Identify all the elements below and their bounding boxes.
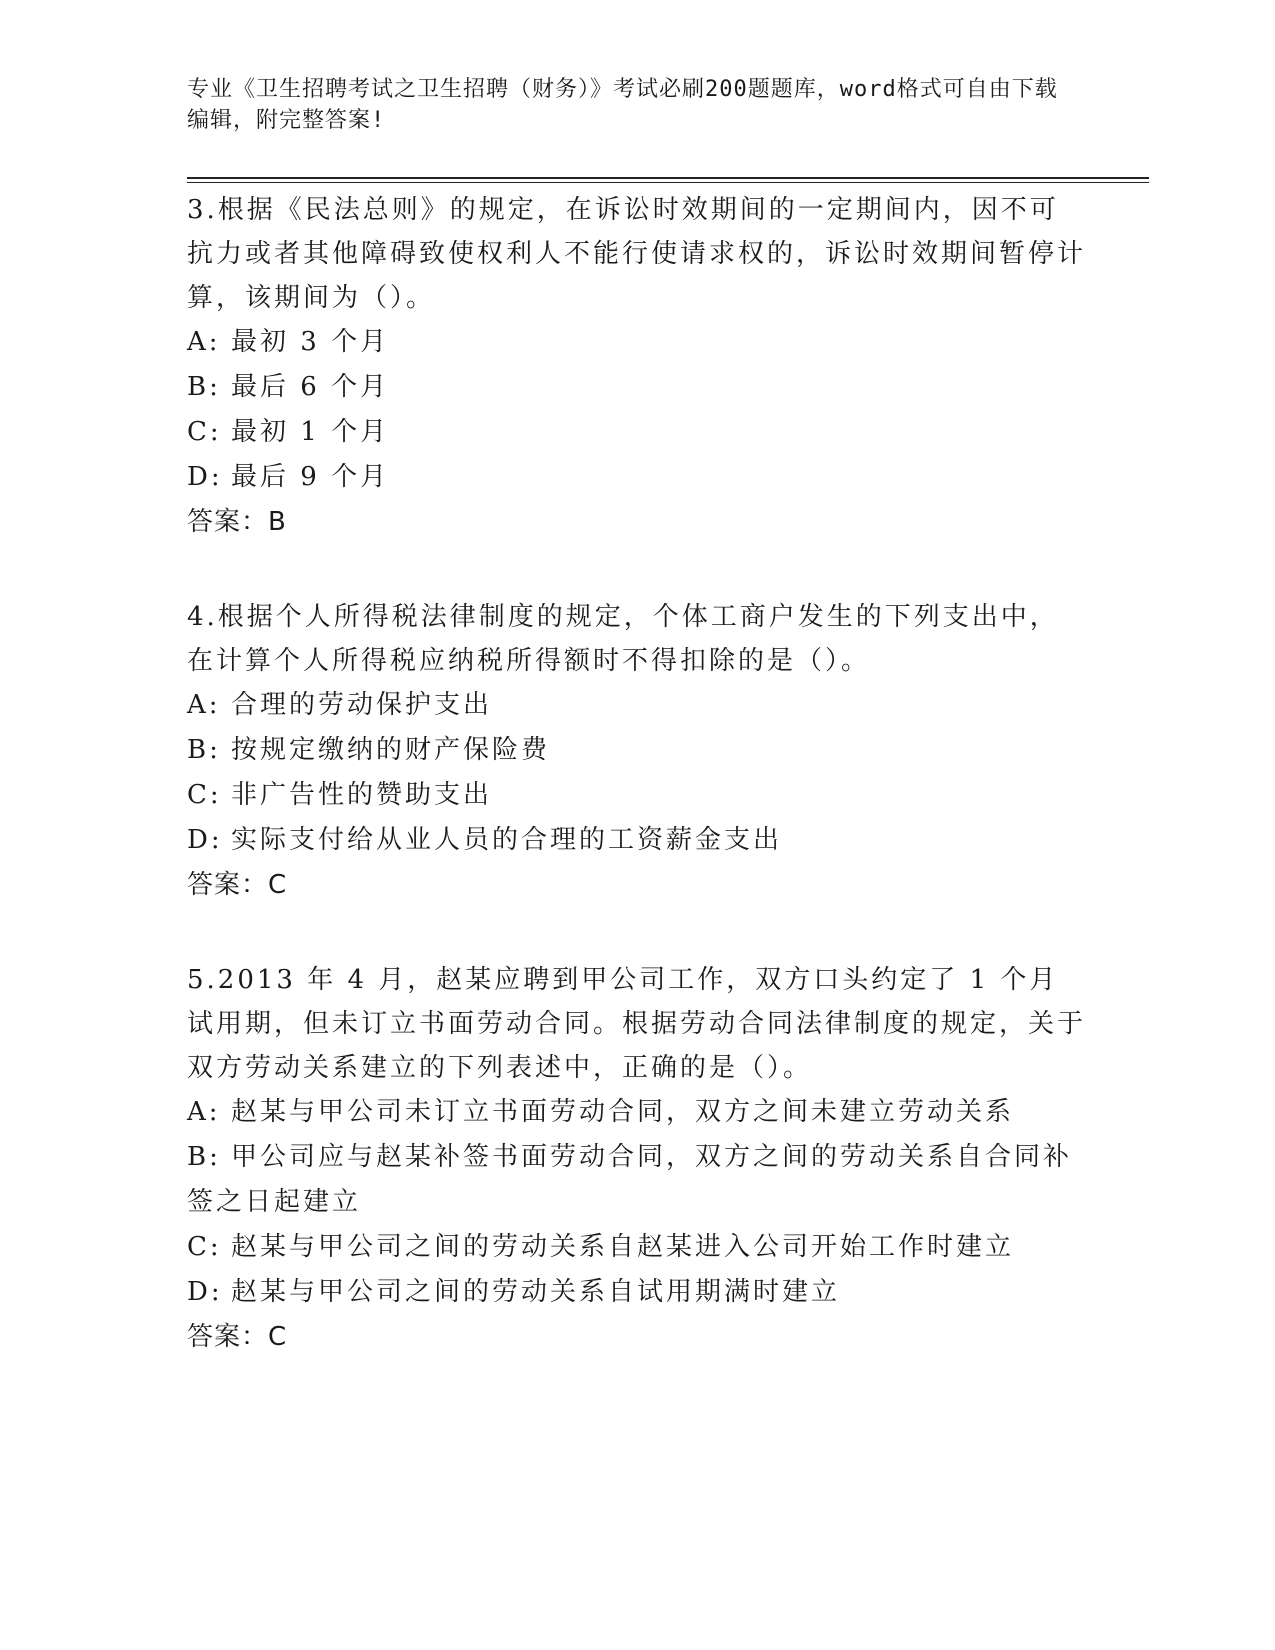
header-note: 专业《卫生招聘考试之卫生招聘（财务）》考试必刷200题题库，word格式可自由下载编辑，附完整答案! — [187, 77, 1058, 133]
question-stem: 4.根据个人所得税法律制度的规定，个体工商户发生的下列支出中，在计算个人所得税应纳税所得额时不得扣除的是（）。 — [187, 602, 1059, 676]
option-b — [187, 728, 1087, 773]
option-a — [187, 1090, 1087, 1135]
option-a — [187, 683, 1087, 728]
answer-line: 答案：C — [187, 1322, 288, 1352]
option-key: C: — [187, 780, 222, 810]
question-item — [187, 958, 1087, 1360]
option-b — [187, 365, 1087, 410]
question-stem: 5.2013 年 4 月，赵某应聘到甲公司工作，双方口头约定了 1 个月试用期，但未订立书面劳动合同。根据劳动合同法律制度的规定，关于双方劳动关系建立的下列表述中，正确的是（）。 — [187, 965, 1087, 1083]
option-text: 赵某与甲公司未订立书面劳动合同，双方之间未建立劳动关系 — [231, 1097, 1015, 1127]
question-list — [187, 188, 1087, 1410]
option-key: D: — [187, 462, 223, 492]
option-text: 合理的劳动保护支出 — [231, 690, 493, 720]
option-a — [187, 320, 1087, 365]
header-divider-thin — [187, 182, 1149, 183]
header-divider-thick — [187, 177, 1149, 179]
option-text: 非广告性的赞助支出 — [231, 780, 493, 810]
option-text: 实际支付给从业人员的合理的工资薪金支出 — [231, 825, 783, 855]
option-d — [187, 818, 1087, 863]
option-text: 甲公司应与赵某补签书面劳动合同，双方之间的劳动关系自合同补签之日起建立 — [187, 1142, 1073, 1217]
question-item — [187, 188, 1087, 545]
option-b — [187, 1135, 1087, 1225]
option-d — [187, 1270, 1087, 1315]
option-key: A: — [187, 327, 221, 357]
option-text: 最初 1 个月 — [231, 417, 390, 447]
option-key: C: — [187, 1232, 222, 1262]
option-key: B: — [187, 372, 221, 402]
option-key: B: — [187, 735, 221, 765]
answer-line: 答案：C — [187, 870, 288, 900]
option-text: 最后 9 个月 — [231, 462, 390, 492]
option-d — [187, 455, 1087, 500]
option-c — [187, 1225, 1087, 1270]
option-text: 最初 3 个月 — [231, 327, 390, 357]
option-c — [187, 410, 1087, 455]
option-key: A: — [187, 690, 221, 720]
option-key: D: — [187, 825, 223, 855]
option-text: 按规定缴纳的财产保险费 — [231, 735, 551, 765]
option-key: D: — [187, 1277, 223, 1307]
option-c — [187, 773, 1087, 818]
option-key: A: — [187, 1097, 221, 1127]
question-stem: 3.根据《民法总则》的规定，在诉讼时效期间的一定期间内，因不可抗力或者其他障碍致使权利人不能行使请求权的，诉讼时效期间暂停计算，该期间为（）。 — [187, 195, 1087, 313]
answer-line: 答案：B — [187, 507, 287, 537]
option-text: 赵某与甲公司之间的劳动关系自赵某进入公司开始工作时建立 — [231, 1232, 1015, 1262]
option-text: 最后 6 个月 — [231, 372, 390, 402]
option-key: B: — [187, 1142, 221, 1172]
option-key: C: — [187, 417, 222, 447]
option-text: 赵某与甲公司之间的劳动关系自试用期满时建立 — [231, 1277, 841, 1307]
question-item — [187, 595, 1087, 908]
